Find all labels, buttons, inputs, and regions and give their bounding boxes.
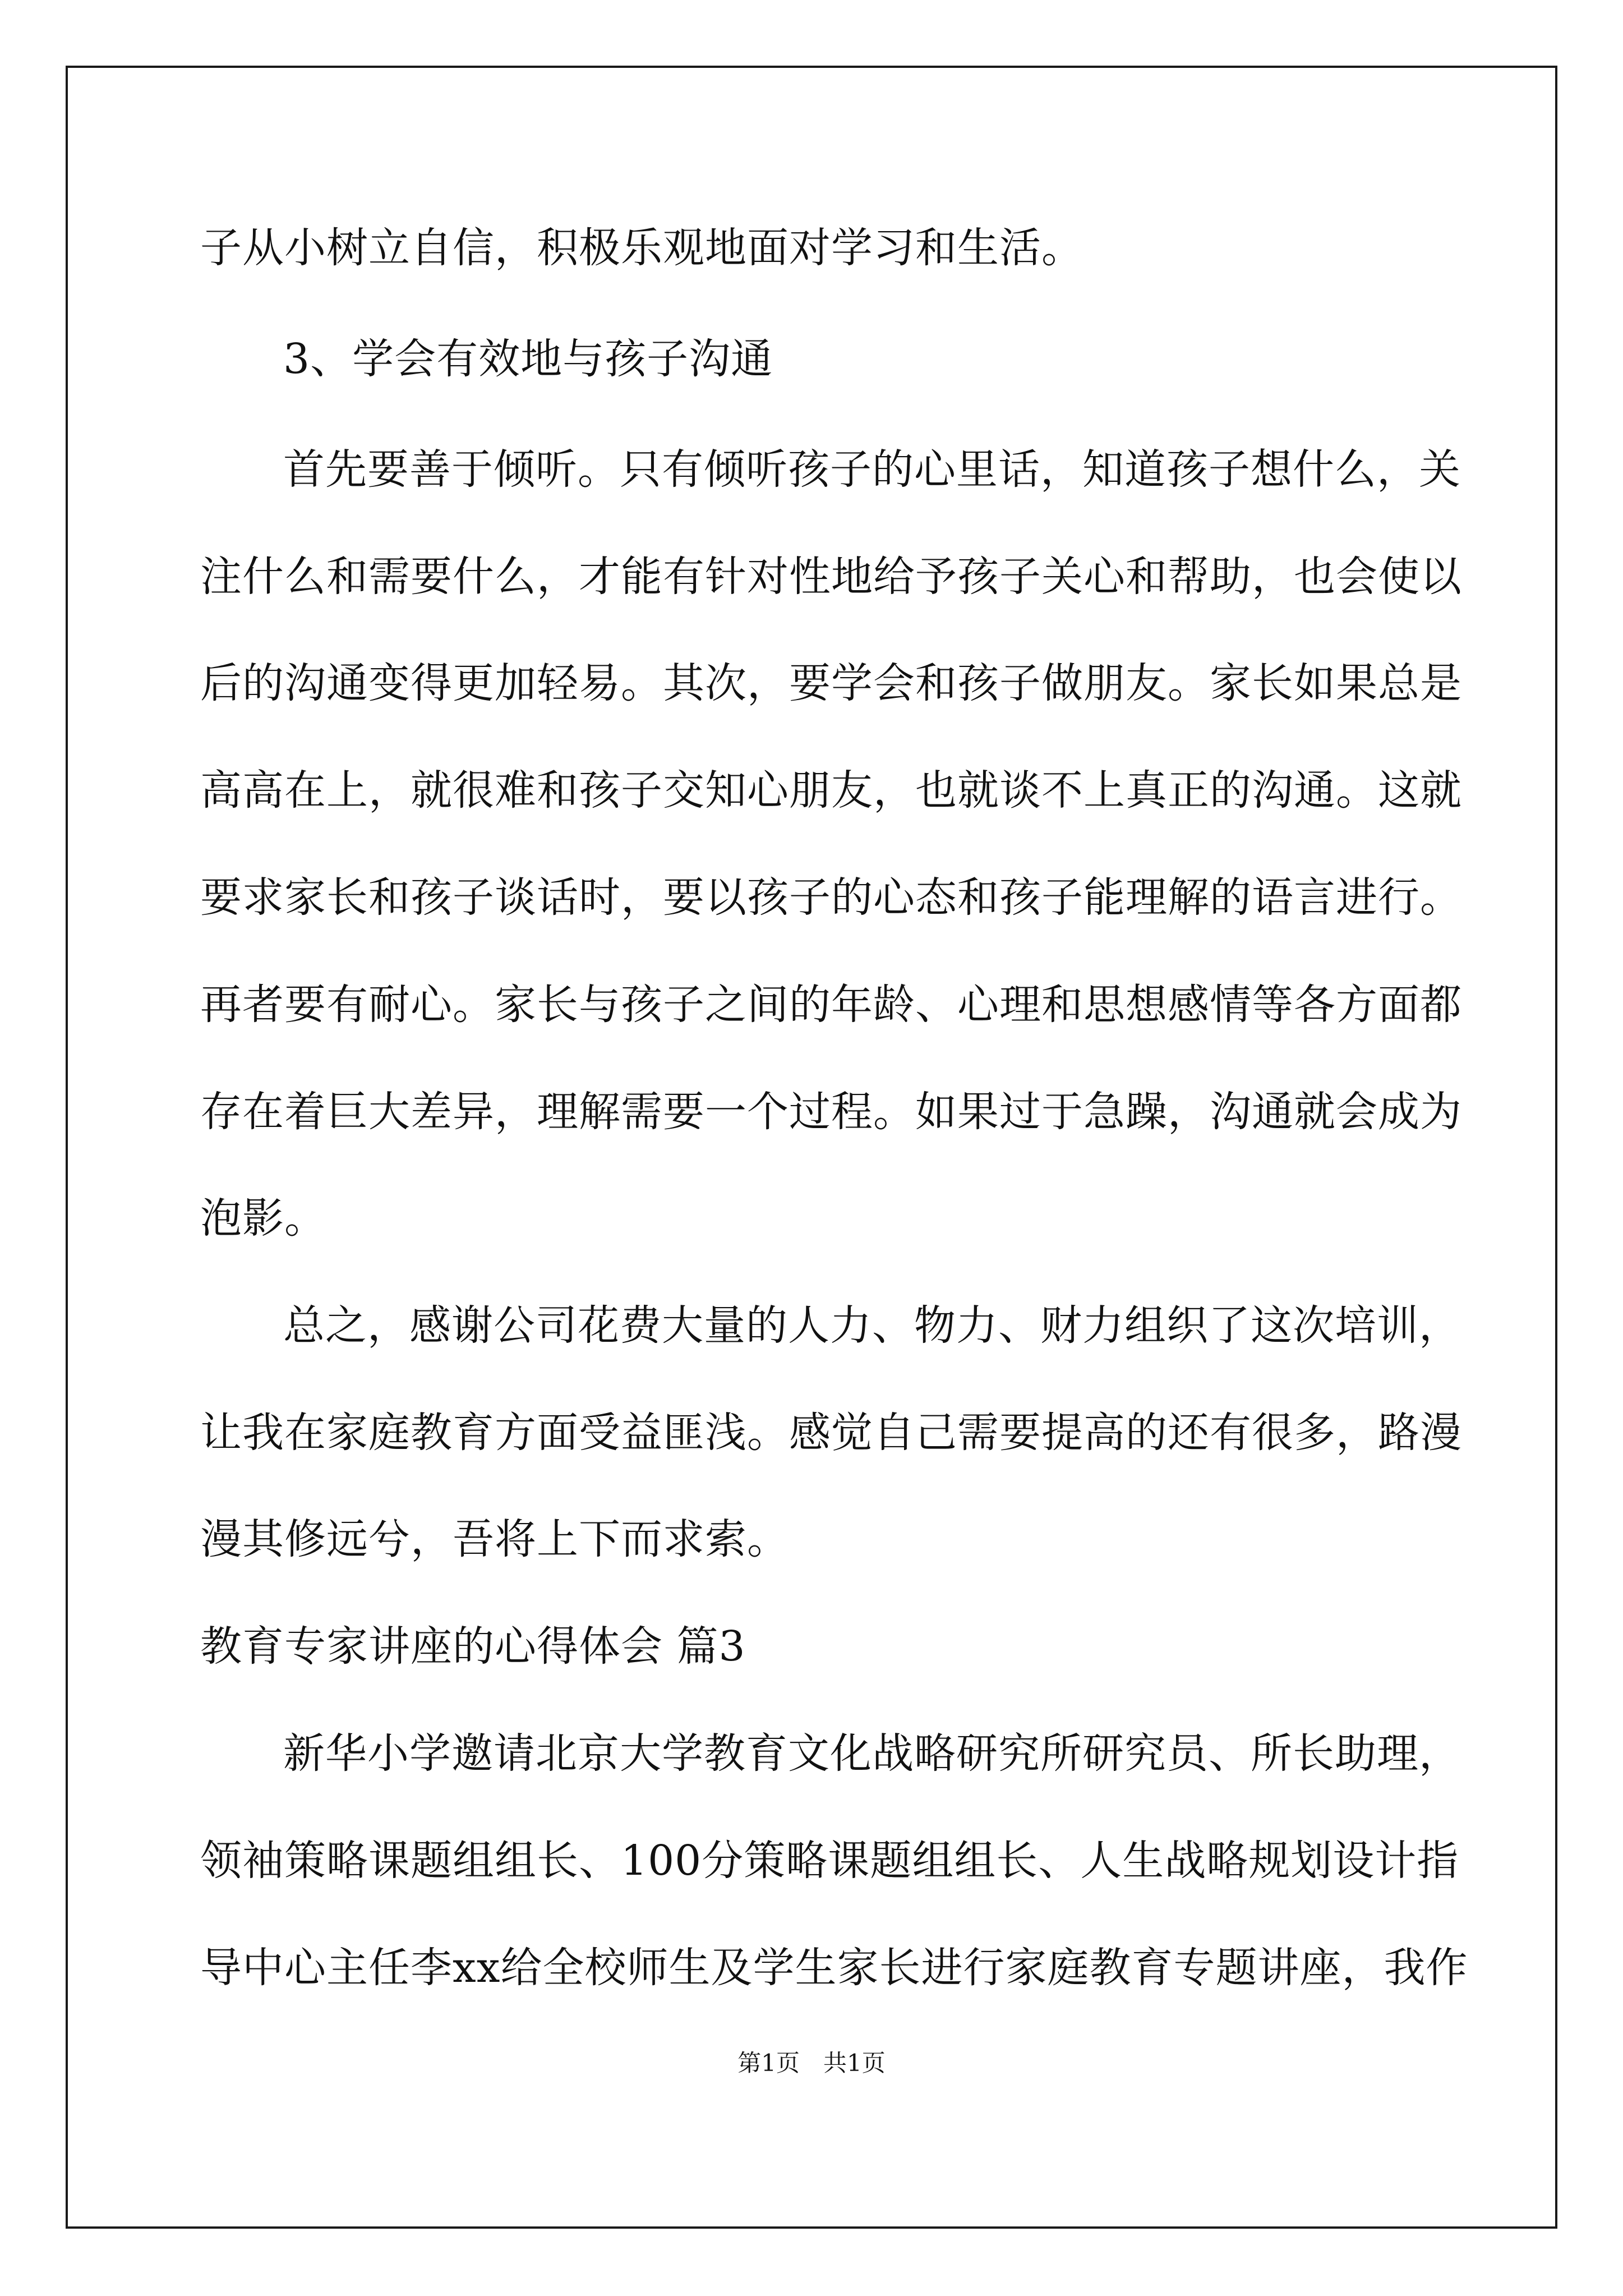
paragraph-line: 后的沟通变得更加轻易。其次，要学会和孩子做朋友。家长如果总是 bbox=[200, 659, 1462, 707]
paragraph-line: 导中心主任李xx给全校师生及学生家长进行家庭教育专题讲座，我作 bbox=[200, 1944, 1468, 1992]
paragraph-line: 子从小树立自信，积极乐观地面对学习和生活。 bbox=[200, 224, 1083, 272]
paragraph-line: 泡影。 bbox=[200, 1194, 326, 1243]
paragraph-line: 要求家长和孩子谈话时，要以孩子的心态和孩子能理解的语言进行。 bbox=[200, 873, 1462, 922]
paragraph-line: 总之，感谢公司花费大量的人力、物力、财力组织了这次培训， bbox=[283, 1301, 1461, 1350]
paragraph-line: 漫其修远兮，吾将上下而求索。 bbox=[200, 1515, 789, 1563]
paragraph-line: 首先要善于倾听。只有倾听孩子的心里话，知道孩子想什么，关 bbox=[283, 445, 1461, 494]
paragraph-line: 让我在家庭教育方面受益匪浅。感觉自己需要提高的还有很多，路漫 bbox=[200, 1409, 1462, 1457]
page-footer: 第1页 共1页 bbox=[737, 2049, 886, 2077]
paragraph-line: 新华小学邀请北京大学教育文化战略研究所研究员、所长助理， bbox=[283, 1729, 1461, 1778]
paragraph-line: 再者要有耐心。家长与孩子之间的年龄、心理和思想感情等各方面都 bbox=[200, 981, 1462, 1029]
paragraph-line: 领袖策略课题组组长、100分策略课题组组长、人生战略规划设计指 bbox=[200, 1837, 1459, 1885]
page-border bbox=[66, 66, 1557, 2229]
article-title: 教育专家讲座的心得体会 篇3 bbox=[200, 1622, 746, 1671]
paragraph-line: 存在着巨大差异，理解需要一个过程。如果过于急躁，沟通就会成为 bbox=[200, 1088, 1462, 1136]
paragraph-line: 高高在上，就很难和孩子交知心朋友，也就谈不上真正的沟通。这就 bbox=[200, 766, 1462, 815]
paragraph-line: 注什么和需要什么，才能有针对性地给予孩子关心和帮助，也会使以 bbox=[200, 553, 1462, 601]
section-heading: 3、学会有效地与孩子沟通 bbox=[283, 335, 773, 383]
